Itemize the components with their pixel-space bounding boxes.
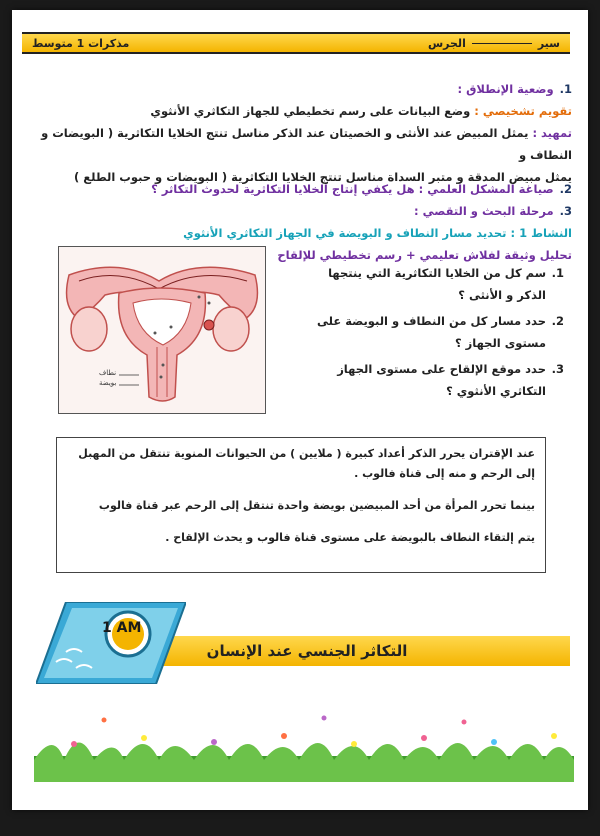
grass-flowers-decoration bbox=[34, 700, 574, 782]
figure-label-sperm: نطاف bbox=[99, 369, 117, 377]
section-1-title bbox=[32, 78, 572, 100]
scientific-problem bbox=[32, 178, 572, 200]
header-bar bbox=[22, 32, 570, 54]
questions-list bbox=[314, 262, 564, 402]
section-2-number: 2. bbox=[559, 182, 572, 196]
section-3 bbox=[32, 200, 572, 222]
section-3-label: مرحلة البحث و التقصي : bbox=[414, 204, 554, 218]
question-item bbox=[314, 310, 564, 354]
header-divider-line bbox=[472, 43, 532, 44]
sperm-banner-icon bbox=[36, 602, 186, 684]
uterus-illustration bbox=[59, 247, 265, 413]
diagnostic-eval-label: تقويم تشخيصي : bbox=[474, 104, 572, 118]
scientific-problem-text: هل يكفي إنتاج الخلايا التكاثرية لحدوث التكاثر ؟ bbox=[151, 182, 415, 196]
diagnostic-eval bbox=[32, 100, 572, 122]
header-author bbox=[428, 37, 560, 50]
question-number: 1. bbox=[551, 266, 564, 280]
question-text: حدد موقع الإلقاح على مستوى الجهاز التكاثري الأنثوي ؟ bbox=[337, 362, 546, 398]
question-number: 2. bbox=[551, 314, 564, 328]
textbox-paragraph-2: بينما تحرر المرأة من أحد المبيضين بويضة واحدة تنتقل إلى الرحم عبر قناة فالوب bbox=[98, 499, 535, 512]
activity-1-label: النشاط 1 : bbox=[510, 226, 572, 240]
badge-text: 1 AM bbox=[102, 620, 142, 636]
intro-text-1: يمثل المبيض عند الأنثى و الخصيتان عند الذكر مناسل تنتج الخلايا التكاثرية ( البويضات و النطاف و bbox=[41, 126, 572, 162]
textbox-paragraph-1: عند الإقتران يحرر الذكر أعداد كبيرة ( ملايين ) من الحيوانات المنوية تنتقل من المهبل إلى الرحم و منه إلى قناة فالوب . bbox=[78, 447, 535, 480]
header-level: مذكرات 1 متوسط bbox=[32, 36, 130, 50]
question-number: 3. bbox=[551, 362, 564, 376]
activity-1 bbox=[32, 222, 572, 244]
question-text: حدد مسار كل من النطاف و البويضة على مستوى الجهاز ؟ bbox=[317, 314, 546, 350]
header-name: الجرس bbox=[427, 36, 466, 50]
section-3-number: 3. bbox=[559, 204, 572, 218]
question-item bbox=[314, 358, 564, 402]
question-text: سم كل من الخلايا التكاثرية التي ينتجها الذكر و الأنثى ؟ bbox=[328, 266, 546, 302]
intro-label: تمهيد : bbox=[532, 126, 572, 140]
document-text-box bbox=[56, 437, 546, 573]
section-1 bbox=[32, 78, 572, 188]
level-badge bbox=[36, 602, 186, 684]
female-reproductive-diagram bbox=[58, 246, 266, 414]
scientific-problem-label: صياغة المشكل العلمي : bbox=[418, 182, 554, 196]
activity-1-text: تحديد مسار النطاف و البويضة في الجهاز التكاثري الأنثوي bbox=[183, 226, 507, 240]
intro-line-1 bbox=[32, 122, 572, 166]
analysis-line: تحليل وثيقة لفلاش تعليمي + رسم تخطيطي للإلقاح bbox=[277, 248, 572, 262]
question-item bbox=[314, 262, 564, 306]
footer-title: التكاثر الجنسي عند الإنسان bbox=[206, 642, 408, 660]
decorative-meadow bbox=[34, 700, 574, 782]
figure-label-ovum: بويضة bbox=[99, 379, 117, 387]
diagnostic-eval-text: وضع البيانات على رسم تخطيطي للجهاز التكاثري الأنثوي bbox=[150, 104, 471, 118]
section-1-number: 1. bbox=[559, 82, 572, 96]
header-prefix: سير bbox=[537, 36, 560, 50]
textbox-paragraph-3: يتم إلتقاء النطاف بالبويضة على مستوى قناة فالوب و يحدث الإلقاح . bbox=[165, 531, 535, 544]
intro-line-2: يمثل مبيض المدقة و متبر السداة مناسل تنتج الخلايا التكاثرية ( البويضات و حبوب الطلع ) bbox=[74, 170, 572, 184]
section-1-title-text: وضعية الإنطلاق : bbox=[457, 82, 554, 96]
